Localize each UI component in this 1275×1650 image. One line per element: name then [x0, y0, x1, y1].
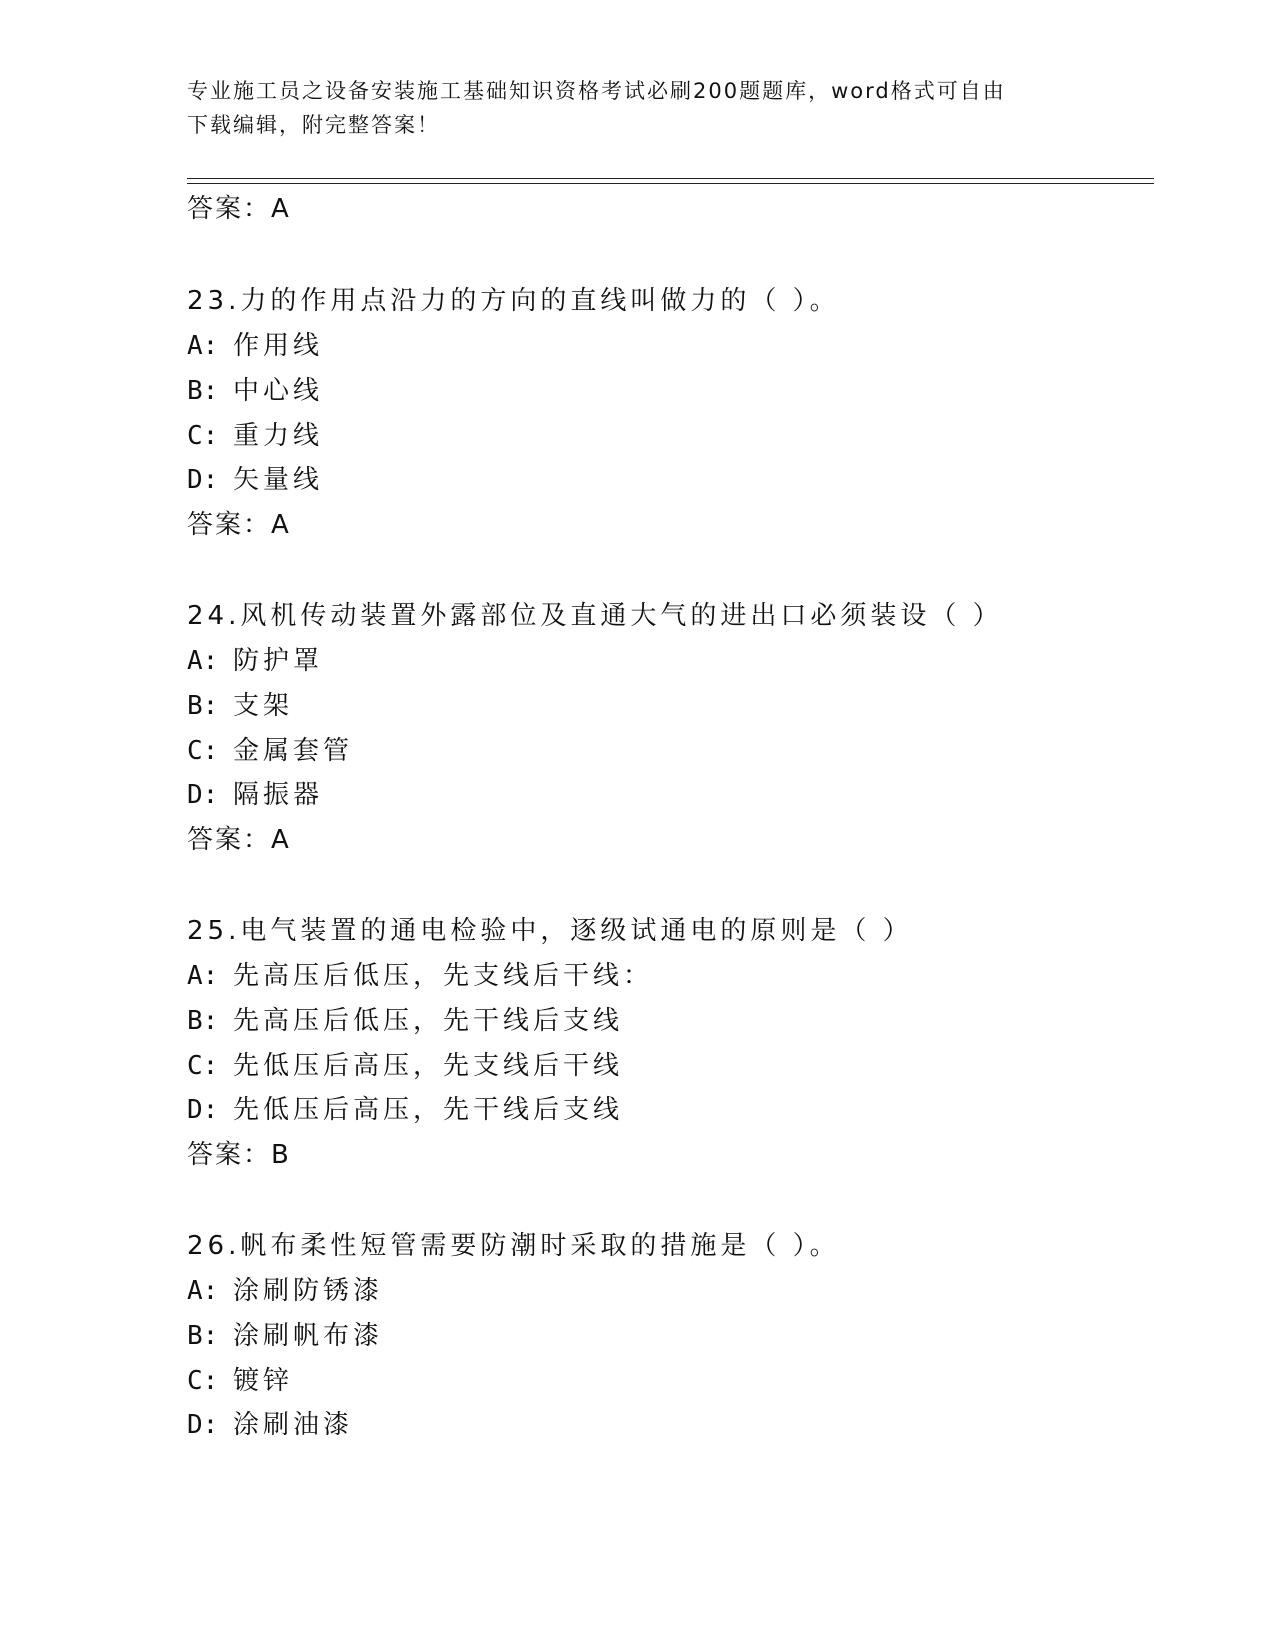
- question-26-option-b: [187, 1321, 383, 1351]
- header-line-1: 专业施工员之设备安装施工基础知识资格考试必刷200题题库，word格式可自由: [187, 79, 1006, 103]
- document-header: [187, 74, 1087, 142]
- question-24-option-d: [187, 780, 323, 810]
- question-25-option-b: [187, 1006, 623, 1036]
- option-text: 金属套管: [233, 736, 354, 766]
- header-line-2: 下载编辑，附完整答案！: [187, 113, 440, 137]
- question-24-option-b: [187, 691, 293, 721]
- previous-answer: 答案：A: [187, 194, 291, 224]
- option-text: 先低压后高压，先干线后支线: [233, 1095, 624, 1125]
- option-letter: A:: [187, 331, 219, 361]
- option-text: 涂刷帆布漆: [233, 1321, 384, 1351]
- option-letter: D:: [187, 465, 219, 495]
- option-letter: B:: [187, 1321, 219, 1351]
- option-letter: D:: [187, 1095, 219, 1125]
- option-text: 隔振器: [233, 780, 324, 810]
- option-letter: C:: [187, 736, 219, 766]
- question-25-answer: 答案：B: [187, 1140, 291, 1170]
- option-letter: A:: [187, 646, 219, 676]
- option-text: 先低压后高压，先支线后干线: [233, 1051, 624, 1081]
- question-23-stem: 23.力的作用点沿力的方向的直线叫做力的（ ）。: [187, 286, 840, 316]
- option-text: 涂刷防锈漆: [233, 1276, 384, 1306]
- question-26-option-d: [187, 1410, 353, 1440]
- header-divider-bottom: [187, 183, 1154, 184]
- option-letter: A:: [187, 1276, 219, 1306]
- question-25-option-d: [187, 1095, 623, 1125]
- option-text: 作用线: [233, 331, 324, 361]
- option-text: 支架: [233, 691, 294, 721]
- option-text: 防护罩: [233, 646, 324, 676]
- question-26-option-a: [187, 1276, 383, 1306]
- question-23-option-c: [187, 421, 323, 451]
- question-23-answer: 答案：A: [187, 510, 291, 540]
- option-letter: B:: [187, 376, 219, 406]
- question-23-option-a: [187, 331, 323, 361]
- question-26-option-c: [187, 1366, 293, 1396]
- option-text: 镀锌: [233, 1366, 294, 1396]
- question-23-option-d: [187, 465, 323, 495]
- question-24-stem: 24.风机传动装置外露部位及直通大气的进出口必须装设（ ）: [187, 601, 1003, 631]
- question-25-option-a: [187, 961, 653, 991]
- option-text: 重力线: [233, 421, 324, 451]
- option-text: 矢量线: [233, 465, 324, 495]
- option-text: 涂刷油漆: [233, 1410, 354, 1440]
- question-23-option-b: [187, 376, 323, 406]
- question-24-option-a: [187, 646, 323, 676]
- option-text: 先高压后低压，先干线后支线: [233, 1006, 624, 1036]
- option-text: 先高压后低压，先支线后干线：: [233, 961, 654, 991]
- option-text: 中心线: [233, 376, 324, 406]
- option-letter: C:: [187, 1051, 219, 1081]
- question-25-stem: 25.电气装置的通电检验中，逐级试通电的原则是（ ）: [187, 916, 913, 946]
- option-letter: A:: [187, 961, 219, 991]
- question-24-option-c: [187, 736, 353, 766]
- option-letter: C:: [187, 421, 219, 451]
- option-letter: D:: [187, 780, 219, 810]
- option-letter: B:: [187, 691, 219, 721]
- question-26-stem: 26.帆布柔性短管需要防潮时采取的措施是（ ）。: [187, 1231, 840, 1261]
- header-divider-top: [187, 178, 1154, 179]
- question-24-answer: 答案：A: [187, 825, 291, 855]
- question-25-option-c: [187, 1051, 623, 1081]
- option-letter: C:: [187, 1366, 219, 1396]
- option-letter: B:: [187, 1006, 219, 1036]
- option-letter: D:: [187, 1410, 219, 1440]
